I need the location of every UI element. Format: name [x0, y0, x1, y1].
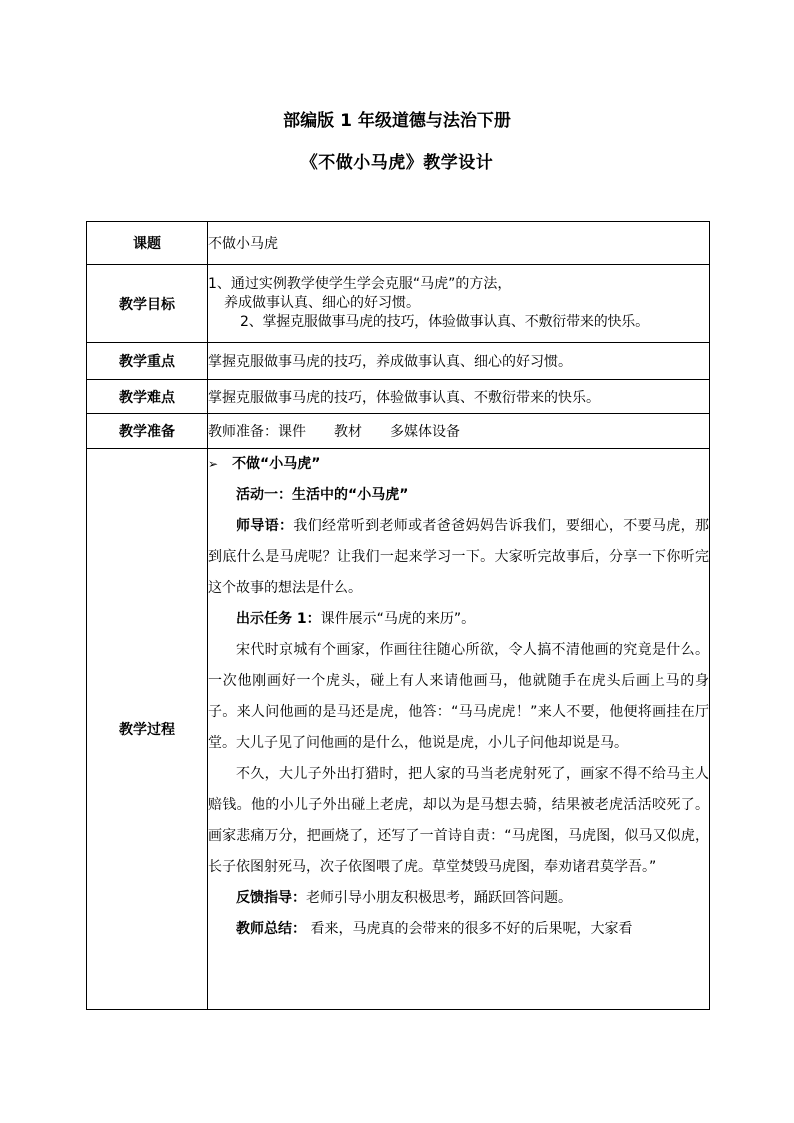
summary-text: 看来，马虎真的会带来的很多不好的后果呢，大家看	[306, 921, 633, 937]
document-subtitle: 《不做小马虎》教学设计	[300, 153, 494, 173]
row-prep	[87, 414, 710, 449]
topic-value: 不做小马虎	[208, 222, 710, 265]
goal-line-2: 养成做事认真、细心的好习惯。	[224, 295, 420, 311]
goal-line-3: 2、掌握克服做事马虎的技巧，体验做事认真、不敷衍带来的快乐。	[240, 314, 649, 330]
row-topic	[87, 222, 710, 265]
process-bullet	[208, 449, 709, 480]
story-paragraph-1: 宋代时京城有个画家，作画往往随心所欲，令人搞不清他画的究竟是什么。一次他刚画好一个虎头，碰上有人来请他画马，他就随手在虎头后画上马的身子。来人问他画的是马还是虎，他答：“马马虎虎！”来人不要，他便将画挂在厅堂。大儿子见了问他画的是什么，他说是虎，小儿子问他却说是马。	[208, 642, 709, 751]
row-goals	[87, 265, 710, 343]
goal-line-1: 1、通过实例教学使学生学会克服“马虎”的方法，	[208, 276, 512, 292]
task-1-label: 出示任务 1：	[236, 611, 321, 627]
summary-label: 教师总结：	[236, 921, 306, 937]
guide-label: 师导语：	[236, 518, 294, 534]
story-paragraph-2: 不久，大儿子外出打猎时，把人家的马当老虎射死了，画家不得不给马主人赔钱。他的小儿子外出碰上老虎，却以为是马想去骑，结果被老虎活活咬死了。画家悲痛万分，把画烧了，还写了一首诗自责：“马虎图，马虎图，似马又似虎，长子依图射死马，次子依图喂了虎。草堂焚毁马虎图，奉劝诸君莫学吾。”	[208, 766, 709, 875]
process-content	[208, 449, 710, 1010]
focus-label: 教学重点	[87, 343, 208, 380]
prep-value	[208, 414, 710, 449]
prep-item-multimedia: 多媒体设备	[390, 424, 460, 440]
lesson-plan-table	[86, 221, 710, 1010]
prep-prefix: 教师准备：课件	[208, 424, 306, 440]
bullet-title: 不做“小马虎”	[232, 456, 321, 472]
goals-label: 教学目标	[87, 265, 208, 343]
arrow-bullet-icon: ➢	[208, 457, 219, 471]
task-1-paragraph	[208, 604, 709, 635]
topic-label: 课题	[87, 222, 208, 265]
prep-label: 教学准备	[87, 414, 208, 449]
guide-text: 我们经常听到老师或者爸爸妈妈告诉我们，要细心，不要马虎，那到底什么是马虎呢？让我们一起来学习一下。大家听完故事后，分享一下你听完这个故事的想法是什么。	[208, 518, 709, 596]
focus-value: 掌握克服做事马虎的技巧，养成做事认真、细心的好习惯。	[208, 343, 710, 380]
prep-item-materials: 教材	[334, 424, 362, 440]
feedback-text: 老师引导小朋友积极思考，踊跃回答问题。	[306, 890, 572, 906]
activity-1: 活动一：生活中的“小马虎”	[236, 487, 409, 503]
difficulty-label: 教学难点	[87, 380, 208, 414]
difficulty-value: 掌握克服做事马虎的技巧，体验做事认真、不敷衍带来的快乐。	[208, 380, 710, 414]
guide-paragraph	[208, 511, 709, 604]
feedback-paragraph	[208, 883, 709, 914]
task-1-text: 课件展示“马虎的来历”。	[320, 611, 476, 627]
feedback-label: 反馈指导：	[236, 890, 306, 906]
process-label: 教学过程	[87, 449, 208, 1010]
row-difficulty	[87, 380, 710, 414]
row-focus	[87, 343, 710, 380]
row-process	[87, 449, 710, 1010]
goals-value	[208, 265, 710, 343]
document-title: 部编版 1 年级道德与法治下册	[283, 111, 511, 131]
summary-paragraph	[208, 914, 709, 945]
